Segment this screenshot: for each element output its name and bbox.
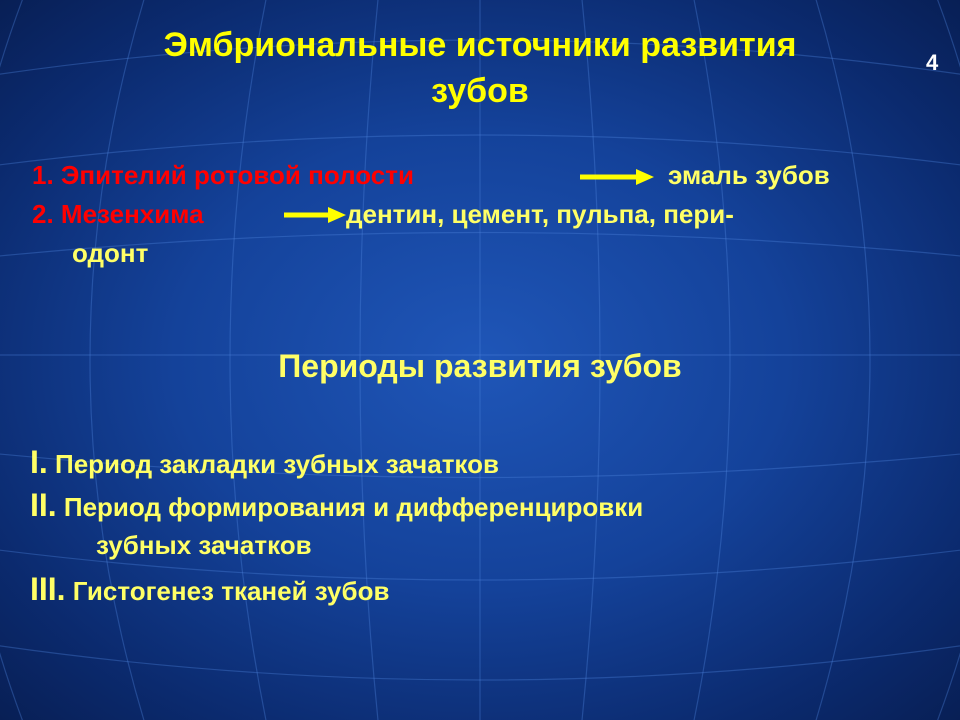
- period-1-text: Период закладки зубных зачатков: [55, 449, 499, 479]
- source-1-number: 1.: [32, 160, 54, 190]
- source-2-result-continued: одонт: [72, 238, 149, 268]
- source-1-name: Эпителий ротовой полости: [60, 160, 414, 190]
- source-1-result: эмаль зубов: [668, 160, 830, 190]
- period-3-text: Гистогенез тканей зубов: [72, 576, 390, 606]
- arrow-icon: [282, 204, 348, 226]
- period-item-2: [30, 487, 643, 524]
- period-item-3: [30, 571, 389, 608]
- source-1-label: [32, 160, 414, 191]
- source-2-name: Мезенхима: [60, 199, 204, 229]
- period-3-numeral: III.: [30, 571, 66, 607]
- period-1-numeral: I.: [30, 444, 48, 480]
- periods-heading: Периоды развития зубов: [278, 348, 682, 384]
- period-2-numeral: II.: [30, 487, 57, 523]
- title-line-2: зубов: [431, 72, 529, 110]
- page-number: 4: [926, 50, 939, 75]
- arrow-icon: [578, 166, 656, 188]
- period-2-text: Период формирования и дифференцировки: [63, 492, 644, 522]
- source-2-number: 2.: [32, 199, 54, 229]
- source-2-label: [32, 199, 204, 230]
- period-item-1: [30, 444, 499, 481]
- period-2-text-continued: зубных зачатков: [96, 530, 312, 560]
- title-line-1: Эмбриональные источники развития: [163, 26, 797, 64]
- slide-title: [60, 22, 900, 114]
- source-2-result: дентин, цемент, пульпа, пери-: [346, 199, 734, 229]
